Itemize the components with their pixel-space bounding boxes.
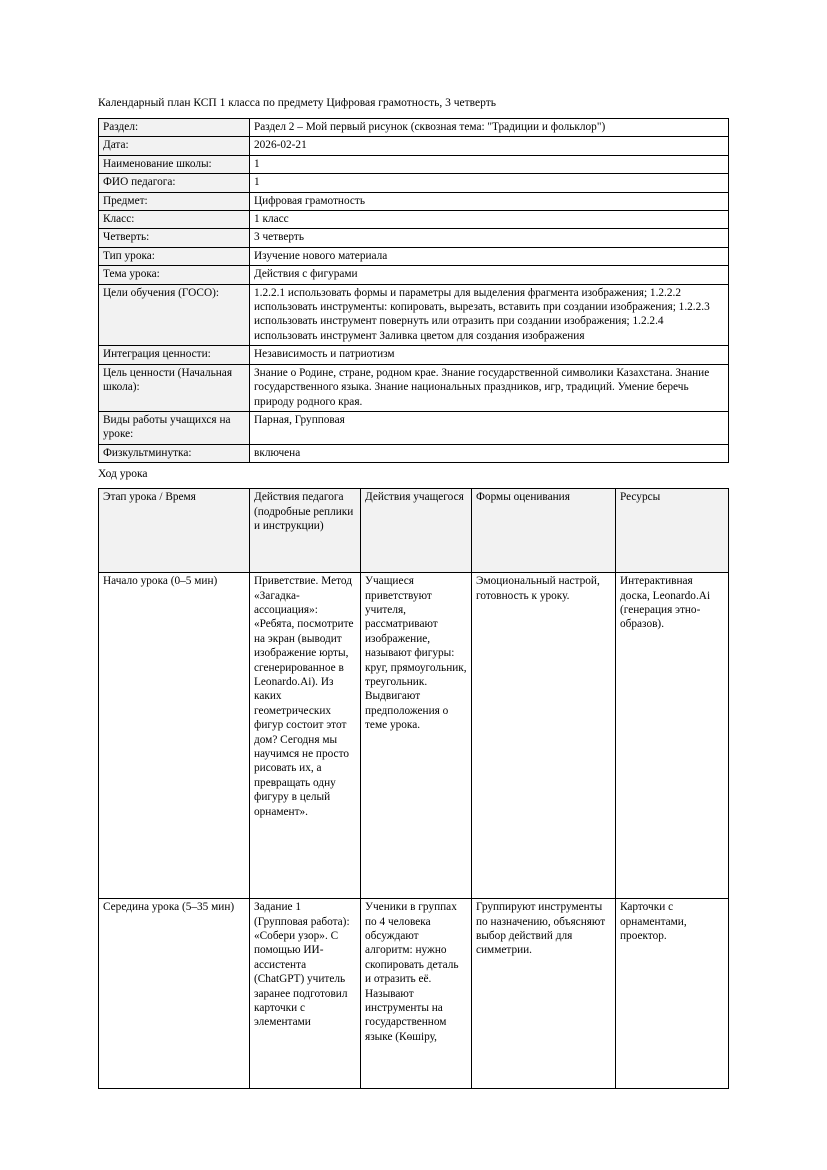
info-label-subject: Предмет: [99,192,250,210]
info-label-section: Раздел: [99,119,250,137]
info-label-value-goal: Цель ценности (Начальная школа): [99,364,250,411]
lesson-info-body [99,119,729,463]
table-row [99,174,729,192]
table-row [99,155,729,173]
lesson-flow-heading: Ход урока [98,468,148,481]
table-row [99,229,729,247]
info-label-work-types: Виды работы учащихся на уроке: [99,411,250,444]
info-label-teacher: ФИО педагога: [99,174,250,192]
cell-stage: Середина урока (5–35 мин) [99,899,250,1089]
info-value-teacher: 1 [250,174,729,192]
cell-resources: Интерактивная доска, Leonardo.Ai (генерация этно-образов). [616,573,729,899]
info-label-lesson-topic: Тема урока: [99,266,250,284]
info-value-subject: Цифровая грамотность [250,192,729,210]
cell-resources: Карточки с орнаментами, проектор. [616,899,729,1089]
table-row [99,192,729,210]
info-value-lesson-type: Изучение нового материала [250,247,729,265]
table-row [99,266,729,284]
lesson-flow-table [98,488,729,1089]
table-row [99,364,729,411]
info-label-learning-objectives: Цели обучения (ГОСО): [99,284,250,346]
table-row [99,247,729,265]
info-label-date: Дата: [99,137,250,155]
table-row [99,284,729,346]
info-value-date: 2026-02-21 [250,137,729,155]
column-header-stage: Этап урока / Время [99,489,250,573]
table-row [99,899,729,1089]
cell-student-actions: Ученики в группах по 4 человека обсуждают алгоритм: нужно скопировать деталь и отразить её. Называют инструменты на государственном языке (Көшіру, [361,899,472,1089]
lesson-flow-header [99,489,729,573]
column-header-assessment: Формы оценивания [472,489,616,573]
table-row [99,573,729,899]
info-value-value-integration: Независимость и патриотизм [250,346,729,364]
info-value-grade: 1 класс [250,211,729,229]
cell-stage: Начало урока (0–5 мин) [99,573,250,899]
info-label-school: Наименование школы: [99,155,250,173]
info-value-section: Раздел 2 – Мой первый рисунок (сквозная тема: "Традиции и фольклор") [250,119,729,137]
cell-teacher-actions: Задание 1 (Групповая работа): «Собери узор». С помощью ИИ-ассистента (ChatGPT) учитель заранее подготовил карточки с элементами [250,899,361,1089]
info-value-work-types: Парная, Групповая [250,411,729,444]
info-label-lesson-type: Тип урока: [99,247,250,265]
lesson-flow-body [99,573,729,1089]
info-value-quarter: 3 четверть [250,229,729,247]
info-value-lesson-topic: Действия с фигурами [250,266,729,284]
cell-teacher-actions: Приветствие. Метод «Загадка-ассоциация»: «Ребята, посмотрите на экран (выводит изображение юрты, сгенерированное в Leonardo.Ai). Из каких геометрических фигур состоит этот дом? Сегодня мы научимся не просто рисовать их, а превращать одну фигуру в целый орнамент». [250,573,361,899]
table-row [99,137,729,155]
table-row [99,346,729,364]
info-label-value-integration: Интеграция ценности: [99,346,250,364]
column-header-teacher-actions: Действия педагога (подробные реплики и инструкции) [250,489,361,573]
column-header-resources: Ресурсы [616,489,729,573]
table-row [99,211,729,229]
table-header-row [99,489,729,573]
column-header-student-actions: Действия учащегося [361,489,472,573]
page-title: Календарный план КСП 1 класса по предмету Цифровая грамотность, 3 четверть [98,97,496,109]
info-value-school: 1 [250,155,729,173]
info-value-learning-objectives: 1.2.2.1 использовать формы и параметры для выделения фрагмента изображения; 1.2.2.2 использовать инструменты: копировать, вырезать, вставить при создании изображения; 1.2.2.3 использовать инструмент повернуть или отразить при создании изображения; 1.2.2.4 использовать инструмент Заливка цветом для создания изображения [250,284,729,346]
info-label-grade: Класс: [99,211,250,229]
cell-assessment: Группируют инструменты по назначению, объясняют выбор действий для симметрии. [472,899,616,1089]
info-label-physical-break: Физкультминутка: [99,444,250,462]
page-content [98,96,728,1089]
lesson-info-table [98,118,729,463]
table-row [99,444,729,462]
info-value-physical-break: включена [250,444,729,462]
info-value-value-goal: Знание о Родине, стране, родном крае. Знание государственной символики Казахстана. Знание государственного языка. Знание национальных праздников, игр, традиций. Умение беречь природу родного края. [250,364,729,411]
cell-student-actions: Учащиеся приветствуют учителя, рассматривают изображение, называют фигуры: круг, прямоугольник, треугольник. Выдвигают предположения о теме урока. [361,573,472,899]
table-row [99,411,729,444]
table-row [99,119,729,137]
info-label-quarter: Четверть: [99,229,250,247]
cell-assessment: Эмоциональный настрой, готовность к уроку. [472,573,616,899]
